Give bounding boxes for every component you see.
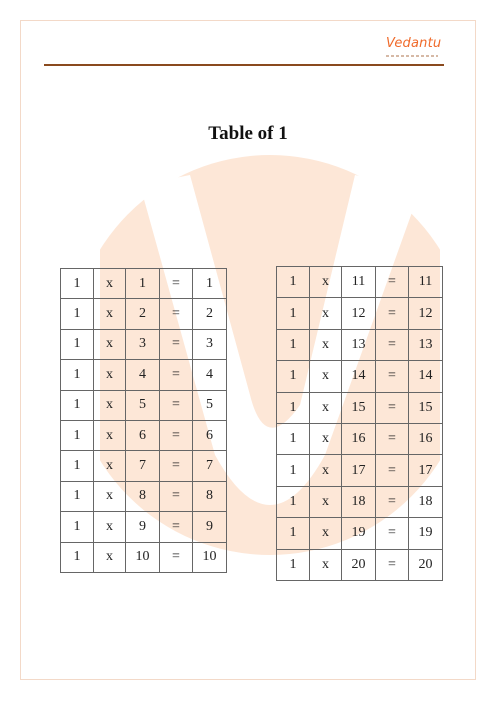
vedantu-logo bbox=[386, 37, 444, 61]
table-cell: 11 bbox=[409, 267, 443, 298]
table-cell: = bbox=[376, 361, 409, 392]
table-row bbox=[277, 267, 443, 298]
table-cell: = bbox=[376, 298, 409, 329]
table-cell: 14 bbox=[342, 361, 376, 392]
table-cell: 1 bbox=[277, 298, 310, 329]
table-cell: 20 bbox=[342, 549, 376, 580]
table-cell: 7 bbox=[193, 451, 227, 481]
table-cell: 19 bbox=[342, 518, 376, 549]
table-cell: x bbox=[310, 392, 342, 423]
table-cell: = bbox=[160, 481, 193, 511]
table-cell: 20 bbox=[409, 549, 443, 580]
table-cell: x bbox=[94, 329, 126, 359]
table-row bbox=[277, 423, 443, 454]
table-cell: x bbox=[94, 390, 126, 420]
table-row bbox=[277, 392, 443, 423]
table-cell: x bbox=[94, 542, 126, 572]
table-cell: = bbox=[160, 360, 193, 390]
table-cell: = bbox=[160, 329, 193, 359]
table-cell: = bbox=[160, 512, 193, 542]
table-cell: 17 bbox=[342, 455, 376, 486]
table-cell: x bbox=[310, 361, 342, 392]
table-cell: 15 bbox=[409, 392, 443, 423]
table-cell: = bbox=[160, 269, 193, 299]
table-cell: x bbox=[94, 299, 126, 329]
table-cell: = bbox=[376, 455, 409, 486]
table-cell: 12 bbox=[409, 298, 443, 329]
table-cell: 9 bbox=[126, 512, 160, 542]
table-cell: 1 bbox=[61, 360, 94, 390]
table-row bbox=[277, 486, 443, 517]
table-row bbox=[61, 299, 227, 329]
table-row bbox=[277, 549, 443, 580]
table-cell: = bbox=[376, 518, 409, 549]
table-cell: 3 bbox=[193, 329, 227, 359]
table-cell: 7 bbox=[126, 451, 160, 481]
table-row bbox=[61, 269, 227, 299]
header-rule bbox=[44, 64, 444, 66]
table-cell: 1 bbox=[277, 392, 310, 423]
table-row bbox=[61, 360, 227, 390]
table-cell: x bbox=[310, 518, 342, 549]
table-cell: 18 bbox=[342, 486, 376, 517]
table-cell: = bbox=[376, 392, 409, 423]
table-cell: x bbox=[94, 451, 126, 481]
table-cell: x bbox=[310, 486, 342, 517]
table-cell: = bbox=[160, 542, 193, 572]
table-cell: x bbox=[94, 512, 126, 542]
table-cell: 11 bbox=[342, 267, 376, 298]
table-cell: x bbox=[310, 549, 342, 580]
table-cell: 1 bbox=[277, 549, 310, 580]
table-row bbox=[277, 361, 443, 392]
multiplication-table-right bbox=[276, 266, 443, 581]
table-cell: 8 bbox=[193, 481, 227, 511]
table-cell: = bbox=[160, 299, 193, 329]
table-cell: x bbox=[94, 269, 126, 299]
table-row bbox=[61, 542, 227, 572]
table-row bbox=[61, 420, 227, 450]
table-cell: 2 bbox=[193, 299, 227, 329]
table-cell: 15 bbox=[342, 392, 376, 423]
table-cell: 16 bbox=[409, 423, 443, 454]
table-cell: x bbox=[310, 298, 342, 329]
table-row bbox=[61, 512, 227, 542]
table-cell: 13 bbox=[409, 329, 443, 360]
logo-text: Vedantu bbox=[386, 36, 442, 51]
table-cell: = bbox=[376, 549, 409, 580]
table-cell: = bbox=[376, 486, 409, 517]
table-cell: 1 bbox=[61, 512, 94, 542]
table-cell: 10 bbox=[126, 542, 160, 572]
table-cell: 17 bbox=[409, 455, 443, 486]
table-cell: x bbox=[94, 360, 126, 390]
table-cell: 4 bbox=[126, 360, 160, 390]
table-cell: 18 bbox=[409, 486, 443, 517]
table-cell: 1 bbox=[277, 518, 310, 549]
table-cell: 1 bbox=[277, 267, 310, 298]
table-cell: 1 bbox=[277, 455, 310, 486]
table-cell: = bbox=[160, 420, 193, 450]
table-cell: 1 bbox=[61, 269, 94, 299]
table-cell: 19 bbox=[409, 518, 443, 549]
table-cell: 1 bbox=[277, 423, 310, 454]
table-cell: 1 bbox=[61, 299, 94, 329]
table-cell: 1 bbox=[277, 361, 310, 392]
table-cell: = bbox=[376, 423, 409, 454]
multiplication-table-left bbox=[60, 268, 227, 573]
table-cell: x bbox=[310, 267, 342, 298]
logo-tagline-mark bbox=[386, 55, 438, 57]
table-cell: 5 bbox=[193, 390, 227, 420]
table-cell: 3 bbox=[126, 329, 160, 359]
table-cell: 16 bbox=[342, 423, 376, 454]
table-cell: 1 bbox=[61, 481, 94, 511]
table-row bbox=[61, 451, 227, 481]
table-cell: = bbox=[376, 329, 409, 360]
table-cell: 10 bbox=[193, 542, 227, 572]
table-cell: x bbox=[310, 455, 342, 486]
page-title: Table of 1 bbox=[208, 123, 288, 144]
table-cell: 1 bbox=[61, 542, 94, 572]
table-row bbox=[61, 329, 227, 359]
table-cell: 9 bbox=[193, 512, 227, 542]
table-cell: 6 bbox=[193, 420, 227, 450]
table-cell: x bbox=[310, 329, 342, 360]
table-cell: 8 bbox=[126, 481, 160, 511]
table-cell: 1 bbox=[277, 486, 310, 517]
table-cell: 1 bbox=[193, 269, 227, 299]
table-cell: 4 bbox=[193, 360, 227, 390]
table-cell: = bbox=[376, 267, 409, 298]
table-cell: 1 bbox=[61, 390, 94, 420]
table-cell: 1 bbox=[61, 451, 94, 481]
table-cell: 2 bbox=[126, 299, 160, 329]
table-cell: 13 bbox=[342, 329, 376, 360]
table-row bbox=[61, 481, 227, 511]
table-cell: 1 bbox=[277, 329, 310, 360]
table-cell: x bbox=[94, 481, 126, 511]
table-row bbox=[277, 329, 443, 360]
table-cell: = bbox=[160, 451, 193, 481]
table-row bbox=[277, 518, 443, 549]
table-cell: 12 bbox=[342, 298, 376, 329]
table-cell: x bbox=[94, 420, 126, 450]
table-cell: 14 bbox=[409, 361, 443, 392]
table-cell: 1 bbox=[126, 269, 160, 299]
table-row bbox=[277, 455, 443, 486]
table-cell: 1 bbox=[61, 329, 94, 359]
table-cell: = bbox=[160, 390, 193, 420]
table-cell: 6 bbox=[126, 420, 160, 450]
table-cell: x bbox=[310, 423, 342, 454]
table-cell: 5 bbox=[126, 390, 160, 420]
table-row bbox=[277, 298, 443, 329]
table-cell: 1 bbox=[61, 420, 94, 450]
table-row bbox=[61, 390, 227, 420]
